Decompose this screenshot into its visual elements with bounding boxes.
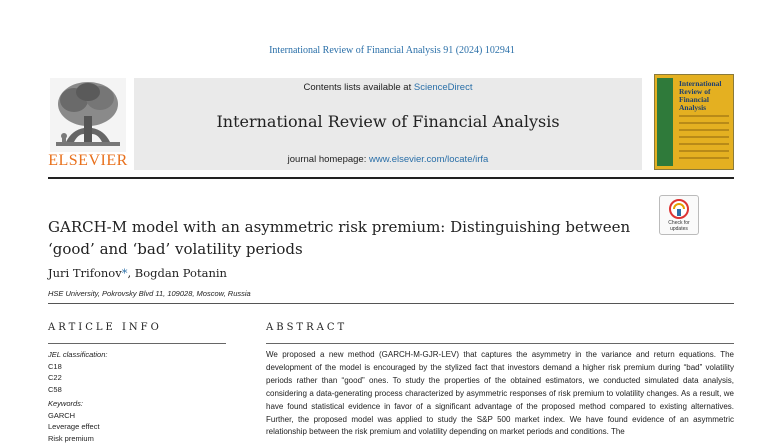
article-title-line-1: GARCH-M model with an asymmetric risk premium: Distinguishing between xyxy=(48,216,648,238)
header-divider xyxy=(48,177,734,179)
contents-line xyxy=(134,82,642,93)
affiliation: HSE University, Pokrovsky Blvd 11, 109028, Moscow, Russia xyxy=(48,289,251,298)
homepage-prefix: journal homepage: xyxy=(288,154,369,165)
article-info-heading: ARTICLE INFO xyxy=(48,322,162,333)
abstract-heading: ABSTRACT xyxy=(266,322,347,333)
author-trifonov[interactable]: Juri Trifonov xyxy=(48,266,122,280)
authors xyxy=(48,266,227,280)
jel-code: C58 xyxy=(48,384,226,396)
contents-prefix: Contents lists available at xyxy=(304,82,414,93)
tree-logo-icon xyxy=(50,78,126,152)
article-info-divider xyxy=(48,343,226,344)
cover-title: International Review of Financial Analysis xyxy=(679,80,731,112)
keyword: Leverage effect xyxy=(48,421,226,433)
cover-strip xyxy=(657,78,673,166)
check-for-updates-button[interactable] xyxy=(659,195,699,235)
jel-code: C22 xyxy=(48,372,226,384)
author-separator: , xyxy=(127,266,134,280)
abstract-divider xyxy=(266,343,734,344)
article-info xyxy=(48,349,226,444)
sciencedirect-link[interactable]: ScienceDirect xyxy=(414,82,473,93)
authors-divider xyxy=(48,303,734,304)
journal-homepage-link[interactable]: www.elsevier.com/locate/irfa xyxy=(369,154,488,165)
keyword: Risk premium xyxy=(48,433,226,444)
elsevier-logo[interactable] xyxy=(48,78,128,170)
abstract-text: We proposed a new method (GARCH-M-GJR-LEV) that captures the asymmetry in the variance and return equations. The development of the model is encouraged by the stylized fact that investors demand a higher risk premium during “bad” volatility periods rather than “good” ones. To study the properties of the obtained estimators, we conducted simulated data analysis, considering a data-generating process characterized by asymmetric responses of risk premium to volatility changes. As a result, we have found statistical evidence in favor of a significant advantage of the proposed method compared to existing alternatives. Further, the proposed model was applied to study the S&P 500 market index. We have found evidence of an asymmetric relationship between the risk premium and volatility depending on market periods and conditions. The xyxy=(266,349,734,441)
homepage-line xyxy=(134,154,642,165)
jel-label: JEL classification: xyxy=(48,349,226,361)
journal-cover[interactable] xyxy=(654,74,734,170)
corresponding-author-mark[interactable]: * xyxy=(122,266,128,280)
journal-reference: International Review of Financial Analysis 91 (2024) 102941 xyxy=(0,45,784,56)
jel-code: C18 xyxy=(48,361,226,373)
journal-title: International Review of Financial Analysis xyxy=(134,112,642,131)
journal-banner xyxy=(134,78,642,170)
article-title-line-2: ‘good’ and ‘bad’ volatility periods xyxy=(48,238,648,260)
check-updates-label: Check for updates xyxy=(660,221,698,232)
keywords-label: Keywords: xyxy=(48,398,226,410)
cover-decoration xyxy=(679,115,729,164)
check-updates-icon xyxy=(660,196,698,222)
keyword: GARCH xyxy=(48,410,226,422)
article-title xyxy=(48,216,648,260)
publisher-name: ELSEVIER xyxy=(48,152,128,170)
author-potanin[interactable]: Bogdan Potanin xyxy=(135,266,227,280)
